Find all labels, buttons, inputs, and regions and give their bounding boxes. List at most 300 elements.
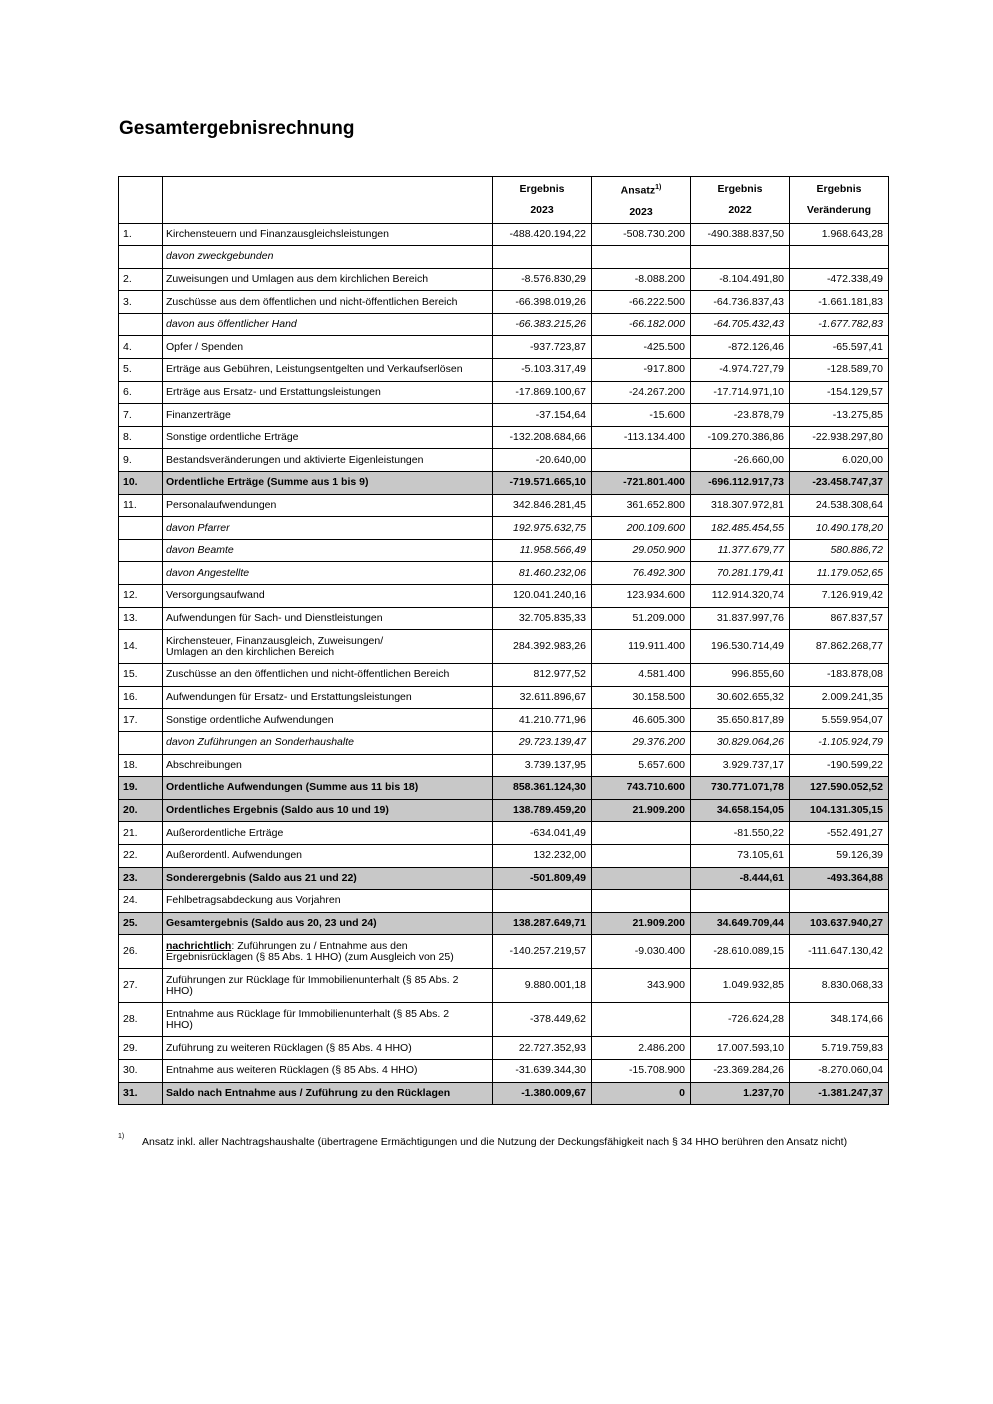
row-label [163,799,493,822]
row-label [163,1059,493,1082]
value-ergebnis-2022: 17.007.593,10 [691,1037,790,1060]
header-veraenderung [790,177,889,224]
value-ergebnis-2023: 284.392.983,26 [493,630,592,664]
row-label-line1: Zuführungen zur Rücklage für Immobilienunterhalt (§ 85 Abs. 2 [166,973,459,986]
row-number [119,313,163,336]
value-ergebnis-2023: -488.420.194,22 [493,223,592,246]
row-label-line1: Entnahme aus Rücklage für Immobilienunterhalt (§ 85 Abs. 2 [166,1007,450,1020]
value-veraenderung: -493.364,88 [790,867,889,890]
value-veraenderung: -1.105.924,79 [790,731,889,754]
value-ergebnis-2022: 3.929.737,17 [691,754,790,777]
table-row [119,754,889,777]
value-ergebnis-2022: -8.444,61 [691,867,790,890]
row-number: 24. [119,890,163,913]
value-ergebnis-2022: -28.610.089,15 [691,935,790,969]
value-ergebnis-2022: 196.530.714,49 [691,630,790,664]
value-ergebnis-2022: 112.914.320,74 [691,585,790,608]
row-number: 1. [119,223,163,246]
row-label [163,246,493,269]
row-label-line1: Zuschüsse aus dem öffentlichen und nicht-öffentlichen Bereich [166,295,458,308]
value-ergebnis-2023: -5.103.317,49 [493,359,592,382]
row-label [163,426,493,449]
row-label [163,1037,493,1060]
value-ergebnis-2023: 9.880.001,18 [493,969,592,1003]
row-label [163,223,493,246]
value-veraenderung [790,890,889,913]
row-number: 15. [119,664,163,687]
results-table [118,176,889,1105]
row-number: 4. [119,336,163,359]
value-ansatz-2023: -15.708.900 [592,1059,691,1082]
value-veraenderung: 24.538.308,64 [790,494,889,517]
row-label-line2: Ergebnisrücklagen (§ 85 Abs. 1 HHO) (zum Ausgleich von 25) [166,950,454,963]
value-veraenderung: 2.009.241,35 [790,686,889,709]
value-ansatz-2023 [592,1003,691,1037]
value-ergebnis-2023: -66.398.019,26 [493,291,592,314]
value-veraenderung: 8.830.068,33 [790,969,889,1003]
row-number: 11. [119,494,163,517]
header-line2: Veränderung [806,203,872,216]
row-label-line1: Ordentliches Ergebnis (Saldo aus 10 und 19) [166,804,389,817]
value-ergebnis-2023: 120.041.240,16 [493,585,592,608]
row-label [163,969,493,1003]
table-row [119,607,889,630]
row-number: 29. [119,1037,163,1060]
table-body [119,223,889,1105]
value-ergebnis-2022 [691,246,790,269]
value-ergebnis-2022: -26.660,00 [691,449,790,472]
value-ansatz-2023: -113.134.400 [592,426,691,449]
footnote-ref: 1) [655,184,662,191]
value-ergebnis-2023: 132.232,00 [493,844,592,867]
row-number: 30. [119,1059,163,1082]
value-veraenderung: 59.126,39 [790,844,889,867]
value-ergebnis-2023: 32.611.896,67 [493,686,592,709]
row-label [163,912,493,935]
table-row [119,822,889,845]
row-number: 17. [119,709,163,732]
value-ergebnis-2023: -132.208.684,66 [493,426,592,449]
row-number: 18. [119,754,163,777]
row-label [163,686,493,709]
value-ergebnis-2023: -719.571.665,10 [493,472,592,495]
row-label-line1: Entnahme aus weiteren Rücklagen (§ 85 Abs. 4 HHO) [166,1064,418,1077]
table-row [119,494,889,517]
header-ansatz-2023 [592,177,691,224]
value-ergebnis-2023: 138.789.459,20 [493,799,592,822]
value-veraenderung: 867.837,57 [790,607,889,630]
row-number: 6. [119,381,163,404]
value-ansatz-2023: 743.710.600 [592,777,691,800]
row-number [119,517,163,540]
value-ergebnis-2022: -696.112.917,73 [691,472,790,495]
row-label-line1: davon zweckgebunden [166,250,274,263]
row-label [163,867,493,890]
row-label-emphasis: nachrichtlich [166,939,232,952]
value-ergebnis-2023: -17.869.100,67 [493,381,592,404]
row-number: 31. [119,1082,163,1105]
value-ergebnis-2022 [691,890,790,913]
header-line1: Ergebnis [816,182,862,195]
row-label [163,336,493,359]
row-number: 20. [119,799,163,822]
table-row [119,472,889,495]
header-line1: Ergebnis [717,182,763,195]
value-ergebnis-2022: -872.126,46 [691,336,790,359]
row-label-line1: Sonstige ordentliche Aufwendungen [166,713,334,726]
value-veraenderung: 87.862.268,77 [790,630,889,664]
value-veraenderung: -128.589,70 [790,359,889,382]
table-row [119,799,889,822]
table-row [119,890,889,913]
value-ansatz-2023: 200.109.600 [592,517,691,540]
row-label-line1: davon Zuführungen an Sonderhaushalte [166,736,354,749]
value-ergebnis-2023: -66.383.215,26 [493,313,592,336]
row-label [163,844,493,867]
value-ergebnis-2023: -937.723,87 [493,336,592,359]
row-label-line1: davon Pfarrer [166,521,230,534]
row-label [163,404,493,427]
value-veraenderung: 7.126.919,42 [790,585,889,608]
value-ergebnis-2023: 32.705.835,33 [493,607,592,630]
value-veraenderung: 6.020,00 [790,449,889,472]
row-label-line1: davon aus öffentlicher Hand [166,318,297,331]
row-label-line1: Erträge aus Gebühren, Leistungsentgelten und Verkaufserlösen [166,363,463,376]
row-label [163,359,493,382]
value-ergebnis-2022: 182.485.454,55 [691,517,790,540]
value-ergebnis-2023: 41.210.771,96 [493,709,592,732]
value-veraenderung: -23.458.747,37 [790,472,889,495]
row-label-line2: Umlagen an den kirchlichen Bereich [166,645,335,658]
table-row [119,336,889,359]
row-label-line1: Kirchensteuern und Finanzausgleichsleistungen [166,227,389,240]
row-number: 14. [119,630,163,664]
value-ergebnis-2023: -37.154,64 [493,404,592,427]
header-ergebnis-2022 [691,177,790,224]
value-veraenderung: 580.886,72 [790,539,889,562]
value-veraenderung [790,246,889,269]
row-number: 3. [119,291,163,314]
value-ergebnis-2023: -140.257.219,57 [493,935,592,969]
table-row [119,223,889,246]
row-label-line1: Finanzerträge [166,408,231,421]
row-number: 25. [119,912,163,935]
value-ansatz-2023: -24.267.200 [592,381,691,404]
row-label [163,381,493,404]
value-ansatz-2023: -917.800 [592,359,691,382]
table-row [119,404,889,427]
value-ergebnis-2022: -8.104.491,80 [691,268,790,291]
row-number: 13. [119,607,163,630]
header-line1 [592,177,690,202]
value-ergebnis-2022: 30.829.064,26 [691,731,790,754]
table-row [119,246,889,269]
value-ansatz-2023: 119.911.400 [592,630,691,664]
value-ansatz-2023: 4.581.400 [592,664,691,687]
header-line1: Ergebnis [519,182,565,195]
table-row [119,1037,889,1060]
table-row [119,562,889,585]
value-ergebnis-2023 [493,246,592,269]
table-row [119,1003,889,1037]
row-number: 8. [119,426,163,449]
value-veraenderung: 11.179.052,65 [790,562,889,585]
value-ergebnis-2022: -4.974.727,79 [691,359,790,382]
footnote [118,1135,858,1149]
row-label-line1: Fehlbetragsabdeckung aus Vorjahren [166,894,341,907]
value-ansatz-2023 [592,246,691,269]
row-number: 5. [119,359,163,382]
value-veraenderung: 127.590.052,52 [790,777,889,800]
page-title: Gesamtergebnisrechnung [119,118,355,139]
value-ergebnis-2023: 81.460.232,06 [493,562,592,585]
value-veraenderung: -13.275,85 [790,404,889,427]
value-ergebnis-2023 [493,890,592,913]
value-veraenderung: -111.647.130,42 [790,935,889,969]
value-veraenderung: -190.599,22 [790,754,889,777]
value-veraenderung: -183.878,08 [790,664,889,687]
value-ergebnis-2022: 1.049.932,85 [691,969,790,1003]
row-label-line1: Sonderergebnis (Saldo aus 21 und 22) [166,871,357,884]
row-number: 22. [119,844,163,867]
value-ergebnis-2023: 192.975.632,75 [493,517,592,540]
value-ergebnis-2022: 34.649.709,44 [691,912,790,935]
value-ergebnis-2022: 30.602.655,32 [691,686,790,709]
header-line2: 2023 [530,203,554,216]
value-veraenderung: 10.490.178,20 [790,517,889,540]
row-label-line1: Ordentliche Erträge (Summe aus 1 bis 9) [166,476,369,489]
row-number: 27. [119,969,163,1003]
value-ansatz-2023 [592,890,691,913]
row-label [163,777,493,800]
value-ansatz-2023 [592,867,691,890]
value-veraenderung: 1.968.643,28 [790,223,889,246]
footnote-text: Ansatz inkl. aller Nachtragshaushalte (übertragene Ermächtigungen und die Nutzung der Deckungsfähigkeit nach § 34 HHO berühren den Ansatz nicht) [142,1136,848,1148]
value-ansatz-2023: -9.030.400 [592,935,691,969]
row-number: 28. [119,1003,163,1037]
value-ergebnis-2023: 3.739.137,95 [493,754,592,777]
row-number: 23. [119,867,163,890]
value-ansatz-2023: 29.376.200 [592,731,691,754]
value-veraenderung: 103.637.940,27 [790,912,889,935]
table-row [119,585,889,608]
row-number: 9. [119,449,163,472]
row-label-line1: Außerordentl. Aufwendungen [166,849,303,862]
row-label-line1: : Zuführungen zu / Entnahme aus den [231,939,408,952]
table-row [119,449,889,472]
header-line2: 2022 [728,203,752,216]
row-label-line1: Erträge aus Ersatz- und Erstattungsleistungen [166,385,381,398]
row-label [163,1003,493,1037]
value-ergebnis-2023: -8.576.830,29 [493,268,592,291]
row-number [119,562,163,585]
row-label-line1: Sonstige ordentliche Erträge [166,431,299,444]
row-number: 19. [119,777,163,800]
row-label-line1: Zuschüsse an den öffentlichen und nicht-öffentlichen Bereich [166,668,450,681]
value-ansatz-2023: 76.492.300 [592,562,691,585]
value-ergebnis-2022: 34.658.154,05 [691,799,790,822]
value-ansatz-2023 [592,822,691,845]
value-ansatz-2023: 343.900 [592,969,691,1003]
table-row [119,539,889,562]
value-ansatz-2023: 123.934.600 [592,585,691,608]
row-number: 16. [119,686,163,709]
table-row [119,777,889,800]
value-veraenderung: -472.338,49 [790,268,889,291]
value-ansatz-2023: -425.500 [592,336,691,359]
value-veraenderung: 5.559.954,07 [790,709,889,732]
table-row [119,517,889,540]
header-label [163,177,493,224]
header-ergebnis-2023 [493,177,592,224]
row-label [163,472,493,495]
row-label-line1: Gesamtergebnis (Saldo aus 20, 23 und 24) [166,917,377,930]
row-label [163,313,493,336]
value-ergebnis-2022: -23.369.284,26 [691,1059,790,1082]
row-label-line1: Ordentliche Aufwendungen (Summe aus 11 bis 18) [166,781,419,794]
value-ergebnis-2022: 318.307.972,81 [691,494,790,517]
value-ergebnis-2023: 858.361.124,30 [493,777,592,800]
value-ergebnis-2023: -634.041,49 [493,822,592,845]
row-label [163,890,493,913]
value-ergebnis-2023: 22.727.352,93 [493,1037,592,1060]
value-ergebnis-2022: -81.550,22 [691,822,790,845]
table-row [119,291,889,314]
row-label-line1: Zuführung zu weiteren Rücklagen (§ 85 Abs. 4 HHO) [166,1041,412,1054]
row-number: 10. [119,472,163,495]
row-label-line1: Opfer / Spenden [166,340,244,353]
row-label [163,539,493,562]
value-ergebnis-2023: -31.639.344,30 [493,1059,592,1082]
value-veraenderung: -1.661.181,83 [790,291,889,314]
value-ansatz-2023: -15.600 [592,404,691,427]
row-label-line1: Abschreibungen [166,758,242,771]
value-ansatz-2023: 2.486.200 [592,1037,691,1060]
table-row [119,313,889,336]
value-veraenderung: -8.270.060,04 [790,1059,889,1082]
value-veraenderung: -1.381.247,37 [790,1082,889,1105]
value-ansatz-2023 [592,449,691,472]
row-number: 12. [119,585,163,608]
table-row [119,686,889,709]
value-ansatz-2023 [592,844,691,867]
table-row [119,630,889,664]
table-row [119,731,889,754]
value-ergebnis-2022: -109.270.386,86 [691,426,790,449]
row-label-line1: Bestandsveränderungen und aktivierte Eigenleistungen [166,453,424,466]
value-veraenderung: -1.677.782,83 [790,313,889,336]
value-ansatz-2023: 51.209.000 [592,607,691,630]
value-veraenderung: 104.131.305,15 [790,799,889,822]
value-ergebnis-2023: 138.287.649,71 [493,912,592,935]
value-ergebnis-2022: -490.388.837,50 [691,223,790,246]
value-ergebnis-2023: 812.977,52 [493,664,592,687]
row-label [163,664,493,687]
value-ergebnis-2022: -64.736.837,43 [691,291,790,314]
value-veraenderung: -552.491,27 [790,822,889,845]
table-header-row [119,177,889,224]
row-label-line2: HHO) [166,1018,193,1031]
value-ergebnis-2023: -501.809,49 [493,867,592,890]
value-ergebnis-2023: -378.449,62 [493,1003,592,1037]
value-ergebnis-2022: 11.377.679,77 [691,539,790,562]
value-ansatz-2023: 21.909.200 [592,912,691,935]
table-row [119,1059,889,1082]
table-row [119,381,889,404]
value-ergebnis-2023: -20.640,00 [493,449,592,472]
table-row [119,709,889,732]
row-label-line1: Zuweisungen und Umlagen aus dem kirchlichen Bereich [166,272,429,285]
row-label-line1: davon Angestellte [166,566,250,579]
row-label-line1: Kirchensteuer, Finanzausgleich, Zuweisungen/ [166,634,384,647]
header-nr [119,177,163,224]
value-ergebnis-2022: 996.855,60 [691,664,790,687]
table-row [119,268,889,291]
value-ergebnis-2022: -726.624,28 [691,1003,790,1037]
row-label [163,607,493,630]
row-number [119,539,163,562]
value-ergebnis-2022: 73.105,61 [691,844,790,867]
table-row [119,867,889,890]
row-label [163,585,493,608]
row-label [163,630,493,664]
value-ansatz-2023: -508.730.200 [592,223,691,246]
row-number [119,731,163,754]
value-ergebnis-2022: 730.771.071,78 [691,777,790,800]
value-ergebnis-2022: -17.714.971,10 [691,381,790,404]
row-number: 26. [119,935,163,969]
row-number: 7. [119,404,163,427]
row-label-line1: Aufwendungen für Sach- und Dienstleistungen [166,611,383,624]
value-ansatz-2023: -66.182.000 [592,313,691,336]
row-label [163,822,493,845]
row-label-line1: Personalaufwendungen [166,498,277,511]
header-line1-text: Ansatz [620,184,656,197]
row-label-line1: davon Beamte [166,544,234,557]
value-ergebnis-2023: -1.380.009,67 [493,1082,592,1105]
row-label [163,494,493,517]
value-ansatz-2023: 46.605.300 [592,709,691,732]
row-label [163,449,493,472]
row-label [163,731,493,754]
value-ansatz-2023: 29.050.900 [592,539,691,562]
value-ansatz-2023: 0 [592,1082,691,1105]
value-ansatz-2023: -66.222.500 [592,291,691,314]
table-row [119,664,889,687]
value-veraenderung: 5.719.759,83 [790,1037,889,1060]
value-veraenderung: -65.597,41 [790,336,889,359]
value-ergebnis-2023: 342.846.281,45 [493,494,592,517]
row-number: 21. [119,822,163,845]
row-label-line1: Saldo nach Entnahme aus / Zuführung zu den Rücklagen [166,1086,451,1099]
row-label-line1: Außerordentliche Erträge [166,826,284,839]
row-label [163,562,493,585]
row-number [119,246,163,269]
value-ansatz-2023: 21.909.200 [592,799,691,822]
row-label [163,517,493,540]
row-label [163,754,493,777]
value-veraenderung: -154.129,57 [790,381,889,404]
table-row [119,359,889,382]
header-line2: 2023 [629,205,653,218]
value-ansatz-2023: -8.088.200 [592,268,691,291]
value-veraenderung: -22.938.297,80 [790,426,889,449]
row-label-line1: Aufwendungen für Ersatz- und Erstattungsleistungen [166,691,412,704]
table-row [119,969,889,1003]
row-label [163,935,493,969]
row-label [163,268,493,291]
row-number: 2. [119,268,163,291]
